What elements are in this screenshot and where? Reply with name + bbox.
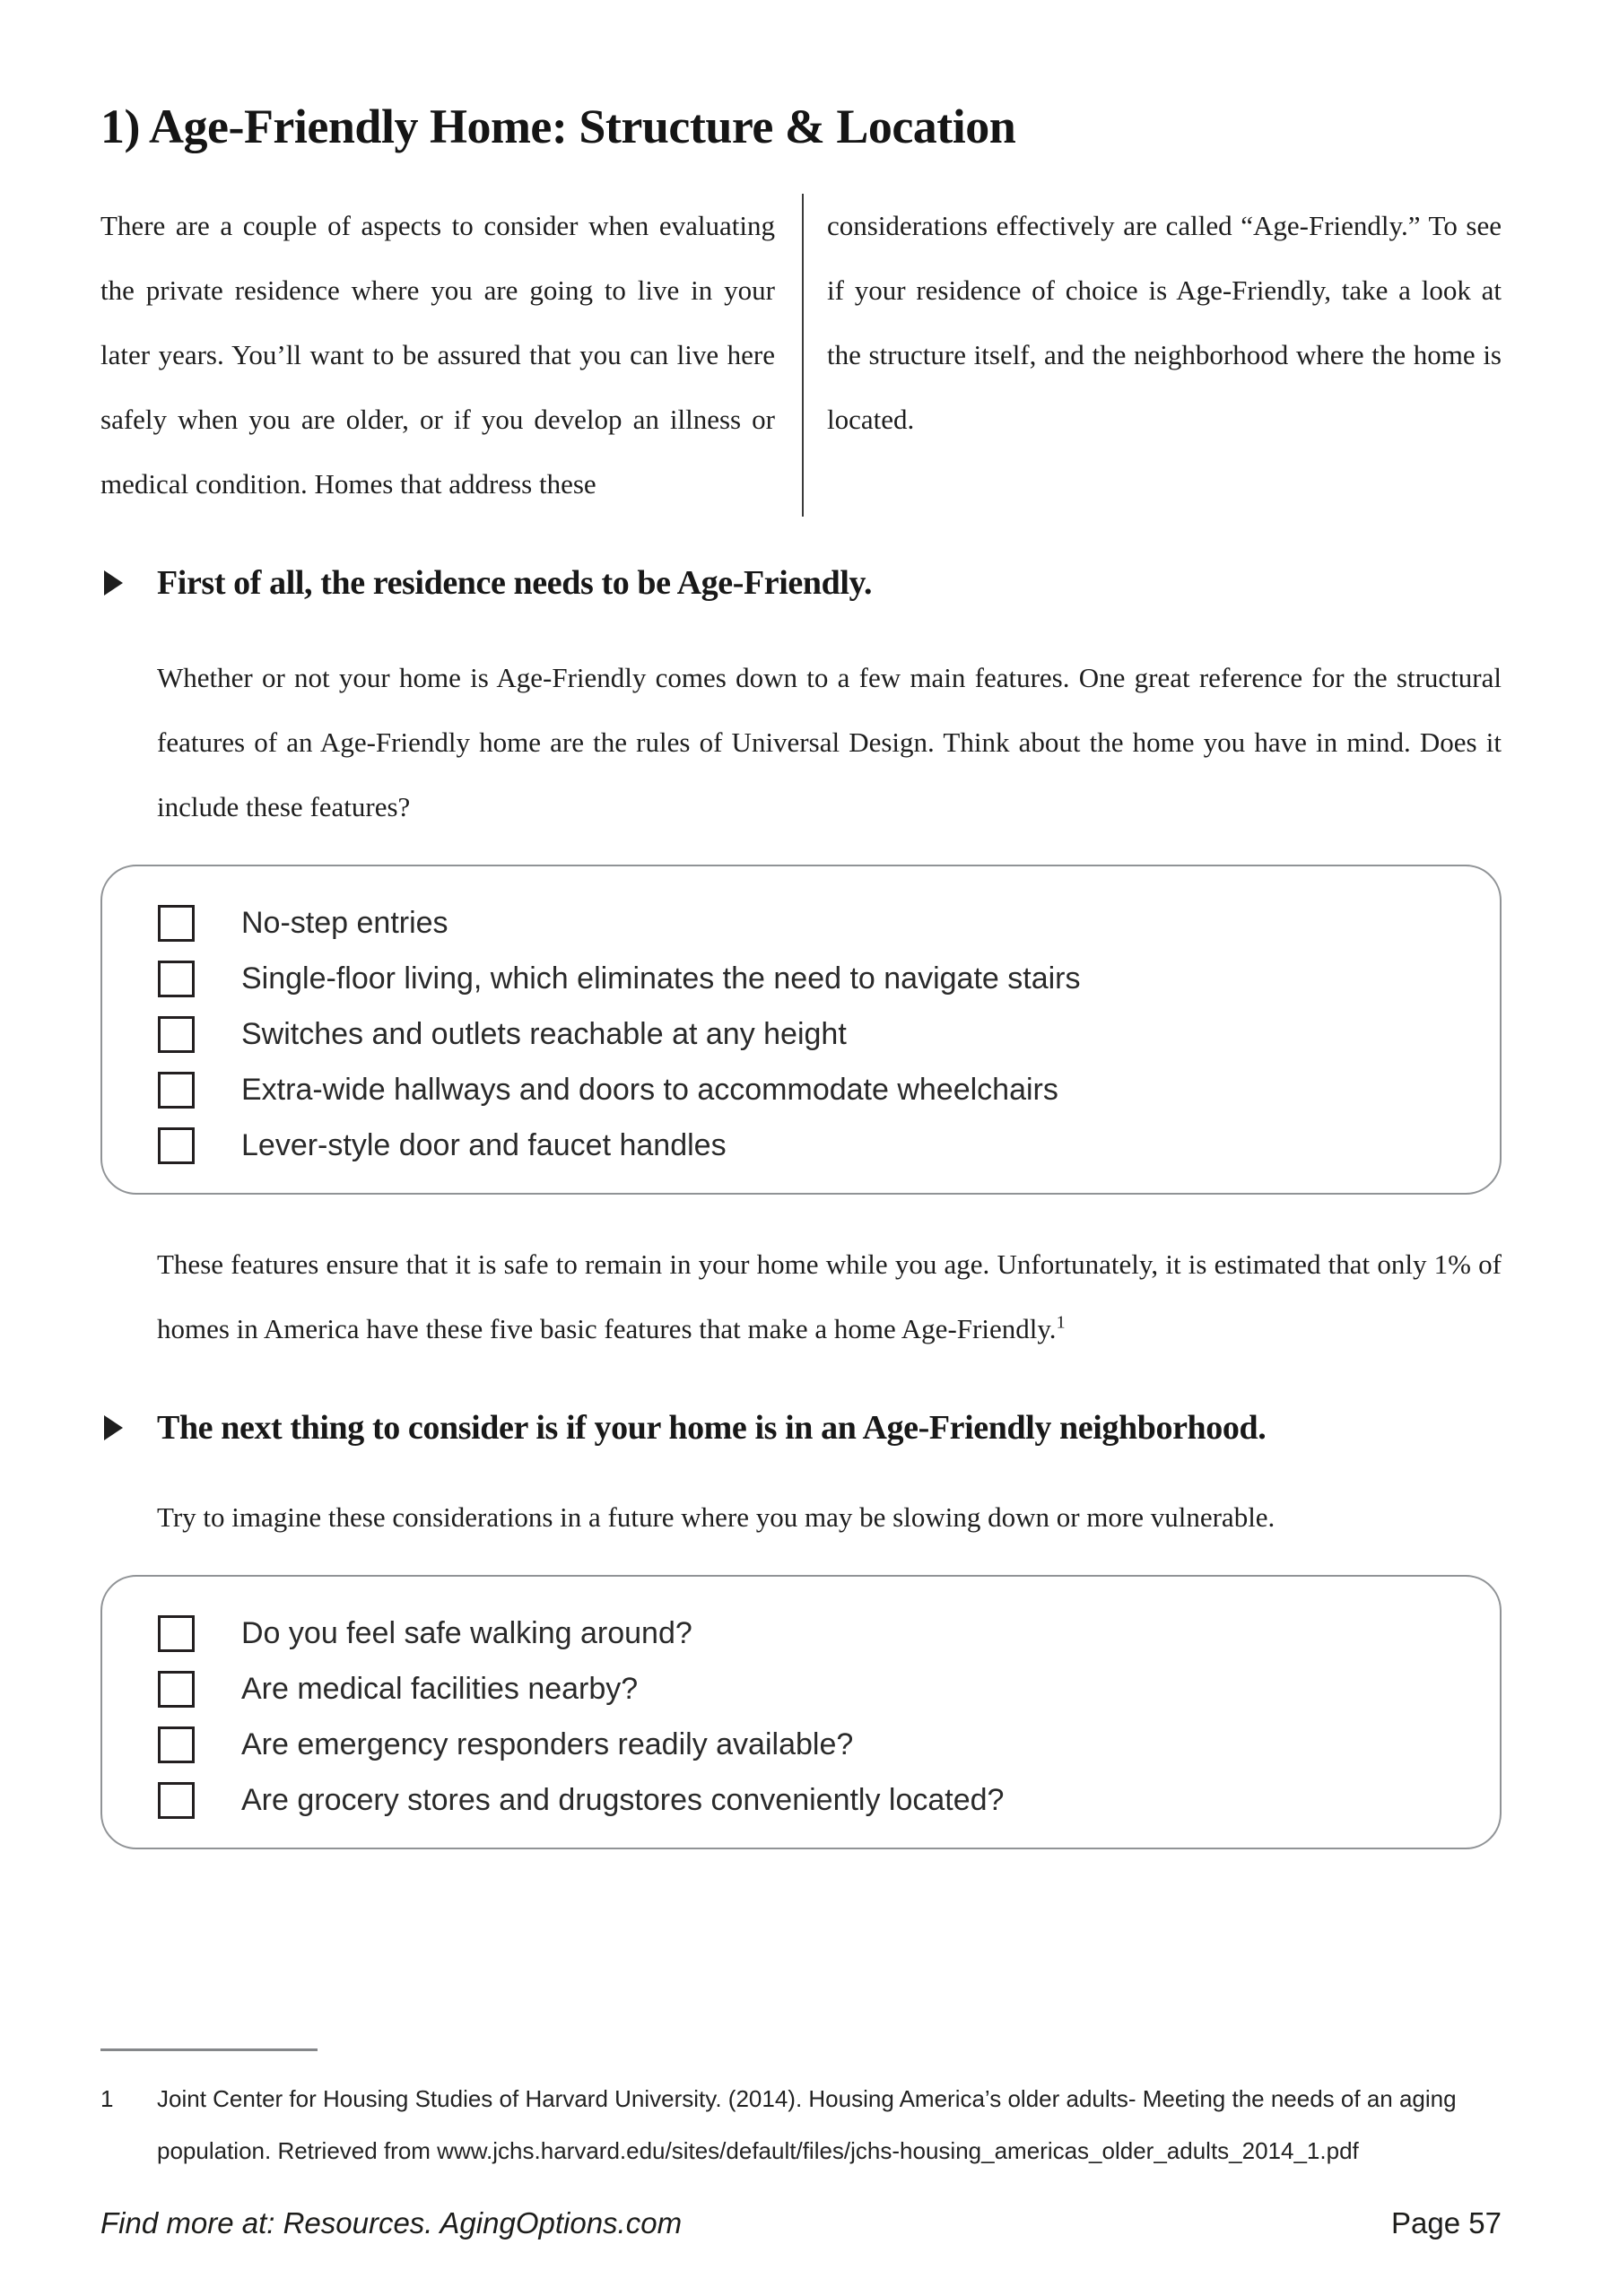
section-heading-text: First of all, the residence needs to be Age-Friendly.	[157, 564, 873, 602]
section-heading-text: The next thing to consider is if your home is in an Age-Friendly neighborhood.	[157, 1409, 1267, 1447]
structure-checklist-panel	[100, 865, 1502, 1195]
intro-right-column: considerations effectively are called “Age-Friendly.” To see if your residence of choice is Age-Friendly, take a look at the structure itself, and the neighborhood where the home is located.	[827, 210, 1502, 435]
checkbox[interactable]	[158, 1615, 195, 1652]
section-body-paragraph: Try to imagine these considerations in a future where you may be slowing down or more vulnerable.	[157, 1501, 1276, 1533]
checklist-item	[158, 1661, 1464, 1717]
footnote	[100, 2073, 1502, 2177]
footnote-divider-rule	[100, 2048, 318, 2051]
checklist-item-label: Are medical facilities nearby?	[241, 1671, 639, 1706]
footer-resources-text: Find more at: Resources. AgingOptions.com	[100, 2206, 683, 2239]
triangle-bullet-icon	[104, 1415, 123, 1440]
checkbox[interactable]	[158, 961, 195, 997]
checklist-item-label: Lever-style door and faucet handles	[241, 1127, 727, 1162]
checkbox[interactable]	[158, 905, 195, 942]
checkbox[interactable]	[158, 1671, 195, 1708]
intro-left-column: There are a couple of aspects to consider when evaluating the private residence where you are going to live in your later years. You’ll want to be assured that you can live here safely when you are older, or if you develop an illness or medical condition. Homes that address these	[100, 210, 775, 500]
section-followup-paragraph	[157, 1232, 1502, 1361]
intro-two-column	[100, 194, 1502, 517]
section-body-paragraph: Whether or not your home is Age-Friendly comes down to a few main features. One great reference for the structural features of an Age-Friendly home are the rules of Universal Design. Think about the home you have in mind. Does it include these features?	[157, 662, 1502, 822]
checklist-item-label: Do you feel safe walking around?	[241, 1615, 692, 1650]
checkbox[interactable]	[158, 1016, 195, 1053]
section-heading-neighborhood	[100, 1408, 1502, 1448]
footnote-reference: 1	[1056, 1312, 1066, 1333]
neighborhood-checklist-panel	[100, 1575, 1502, 1849]
checklist-item	[158, 895, 1464, 951]
checklist-item	[158, 1717, 1464, 1772]
checklist-item	[158, 1605, 1464, 1661]
checklist-item-label: Single-floor living, which eliminates the need to navigate stairs	[241, 961, 1081, 996]
checkbox[interactable]	[158, 1127, 195, 1164]
footnote-area	[100, 2048, 1502, 2177]
page-title: 1) Age-Friendly Home: Structure & Location	[100, 100, 1016, 153]
page-content	[0, 100, 1602, 1849]
checklist-item	[158, 951, 1464, 1006]
section-heading-structure	[100, 563, 1502, 603]
checklist-item	[158, 1118, 1464, 1173]
checklist-item	[158, 1062, 1464, 1118]
footnote-text: Joint Center for Housing Studies of Harvard University. (2014). Housing America’s older adults- Meeting the needs of an aging population. Retrieved from www.jchs.harvard.edu/sites/default/files/jchs-housing_americas_older_adults_2014_1.pdf	[157, 2085, 1457, 2164]
followup-text: These features ensure that it is safe to remain in your home while you age. Unfortunately, it is estimated that only 1% of homes in America have these five basic features that make a home Age-Friendly.	[157, 1248, 1502, 1344]
checkbox[interactable]	[158, 1782, 195, 1819]
checklist-item-label: Extra-wide hallways and doors to accommodate wheelchairs	[241, 1072, 1058, 1107]
triangle-bullet-icon	[104, 570, 123, 596]
checklist-item-label: Are emergency responders readily available?	[241, 1726, 854, 1761]
footnote-number: 1	[100, 2085, 114, 2112]
checklist-item-label: Are grocery stores and drugstores conveniently located?	[241, 1782, 1005, 1817]
checklist-item	[158, 1006, 1464, 1062]
checklist-item	[158, 1772, 1464, 1828]
page-number: Page 57	[1391, 2206, 1502, 2239]
checkbox[interactable]	[158, 1072, 195, 1109]
checklist-item-label: Switches and outlets reachable at any height	[241, 1016, 847, 1051]
page-footer	[100, 2206, 1502, 2240]
checklist-item-label: No-step entries	[241, 905, 448, 940]
checkbox[interactable]	[158, 1726, 195, 1763]
